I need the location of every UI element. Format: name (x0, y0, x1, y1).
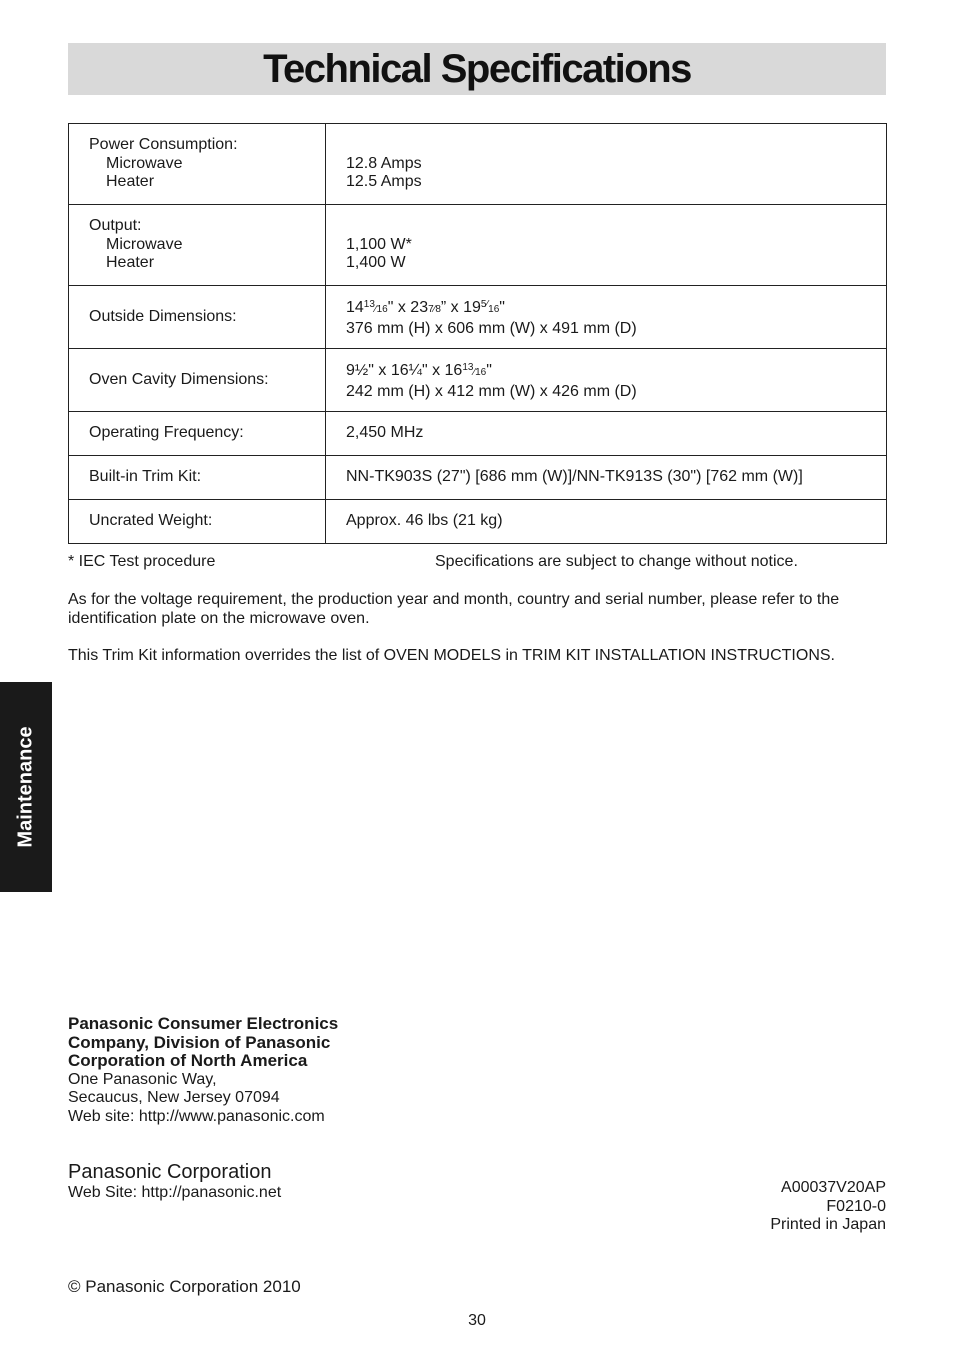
table-row (69, 500, 887, 544)
table-row (69, 286, 887, 349)
spec-label-weight: Uncrated Weight: (69, 500, 326, 544)
spec-value-outside-dimensions (326, 286, 887, 349)
title-bar (68, 43, 886, 95)
table-row (69, 205, 887, 286)
company-address: Secaucus, New Jersey 07094 (68, 1089, 280, 1106)
company-block (68, 1015, 338, 1126)
spec-label-output: Output: Microwave Heater (69, 205, 326, 286)
trim-kit-note: This Trim Kit information overrides the list of OVEN MODELS in TRIM KIT INSTALLATION INSTRUCTIONS. (68, 647, 835, 664)
page-title: Technical Specifications (263, 47, 691, 91)
company-website: Web site: http://www.panasonic.com (68, 1107, 325, 1125)
spec-value-cavity-dimensions (326, 349, 887, 412)
specifications-table (68, 123, 887, 544)
page-number: 30 (468, 1312, 486, 1329)
document-code: F0210-0 (826, 1197, 886, 1215)
change-notice: Specifications are subject to change without notice. (435, 553, 798, 570)
table-row (69, 456, 887, 500)
spec-label-outside-dimensions: Outside Dimensions: (69, 286, 326, 349)
spec-value-power: 12.8 Amps 12.5 Amps (326, 124, 887, 205)
section-tab-label: Maintenance (14, 726, 37, 848)
printed-location: Printed in Japan (770, 1216, 886, 1233)
corporation-block (68, 1160, 281, 1202)
company-address: One Panasonic Way, (68, 1070, 217, 1088)
company-name-line: Corporation of North America (68, 1051, 308, 1070)
spec-label-frequency: Operating Frequency: (69, 412, 326, 456)
spec-label-power: Power Consumption: Microwave Heater (69, 124, 326, 205)
spec-label-cavity-dimensions: Oven Cavity Dimensions: (69, 349, 326, 412)
table-row (69, 412, 887, 456)
corporation-website: Web Site: http://panasonic.net (68, 1184, 282, 1201)
section-tab (0, 682, 52, 892)
voltage-note: As for the voltage requirement, the production year and month, country and serial number, please refer to the identification plate on the microwave oven. (68, 591, 840, 627)
spec-value-weight: Approx. 46 lbs (21 kg) (326, 500, 887, 544)
copyright: © Panasonic Corporation 2010 (68, 1277, 301, 1296)
corporation-name: Panasonic Corporation (68, 1161, 272, 1183)
company-name-line: Company, Division of Panasonic (68, 1032, 331, 1052)
document-codes (770, 1179, 886, 1235)
spec-value-frequency: 2,450 MHz (326, 412, 887, 456)
cavity-dimensions-metric: 242 mm (H) x 412 mm (W) x 426 mm (D) (346, 382, 637, 400)
table-row (69, 124, 887, 205)
spec-label-trim-kit: Built-in Trim Kit: (69, 456, 326, 500)
table-row (69, 349, 887, 412)
outside-dimensions-imperial: $14^{13}⁄16$" x 237⁄8” x $19^{5⁄}16$" (346, 299, 505, 316)
spec-value-trim-kit: NN-TK903S (27") [686 mm (W)]/NN-TK913S (30") [762 mm (W)] (326, 456, 887, 500)
spec-value-output: 1,100 W* 1,400 W (326, 205, 887, 286)
cavity-dimensions-imperial: 9½" x 16¼" x $16^{13}⁄16$" (346, 362, 492, 379)
outside-dimensions-metric: 376 mm (H) x 606 mm (W) x 491 mm (D) (346, 319, 637, 337)
document-code: A00037V20AP (781, 1179, 886, 1196)
company-name-line: Panasonic Consumer Electronics (68, 1014, 339, 1033)
iec-footnote: * IEC Test procedure (68, 553, 216, 570)
